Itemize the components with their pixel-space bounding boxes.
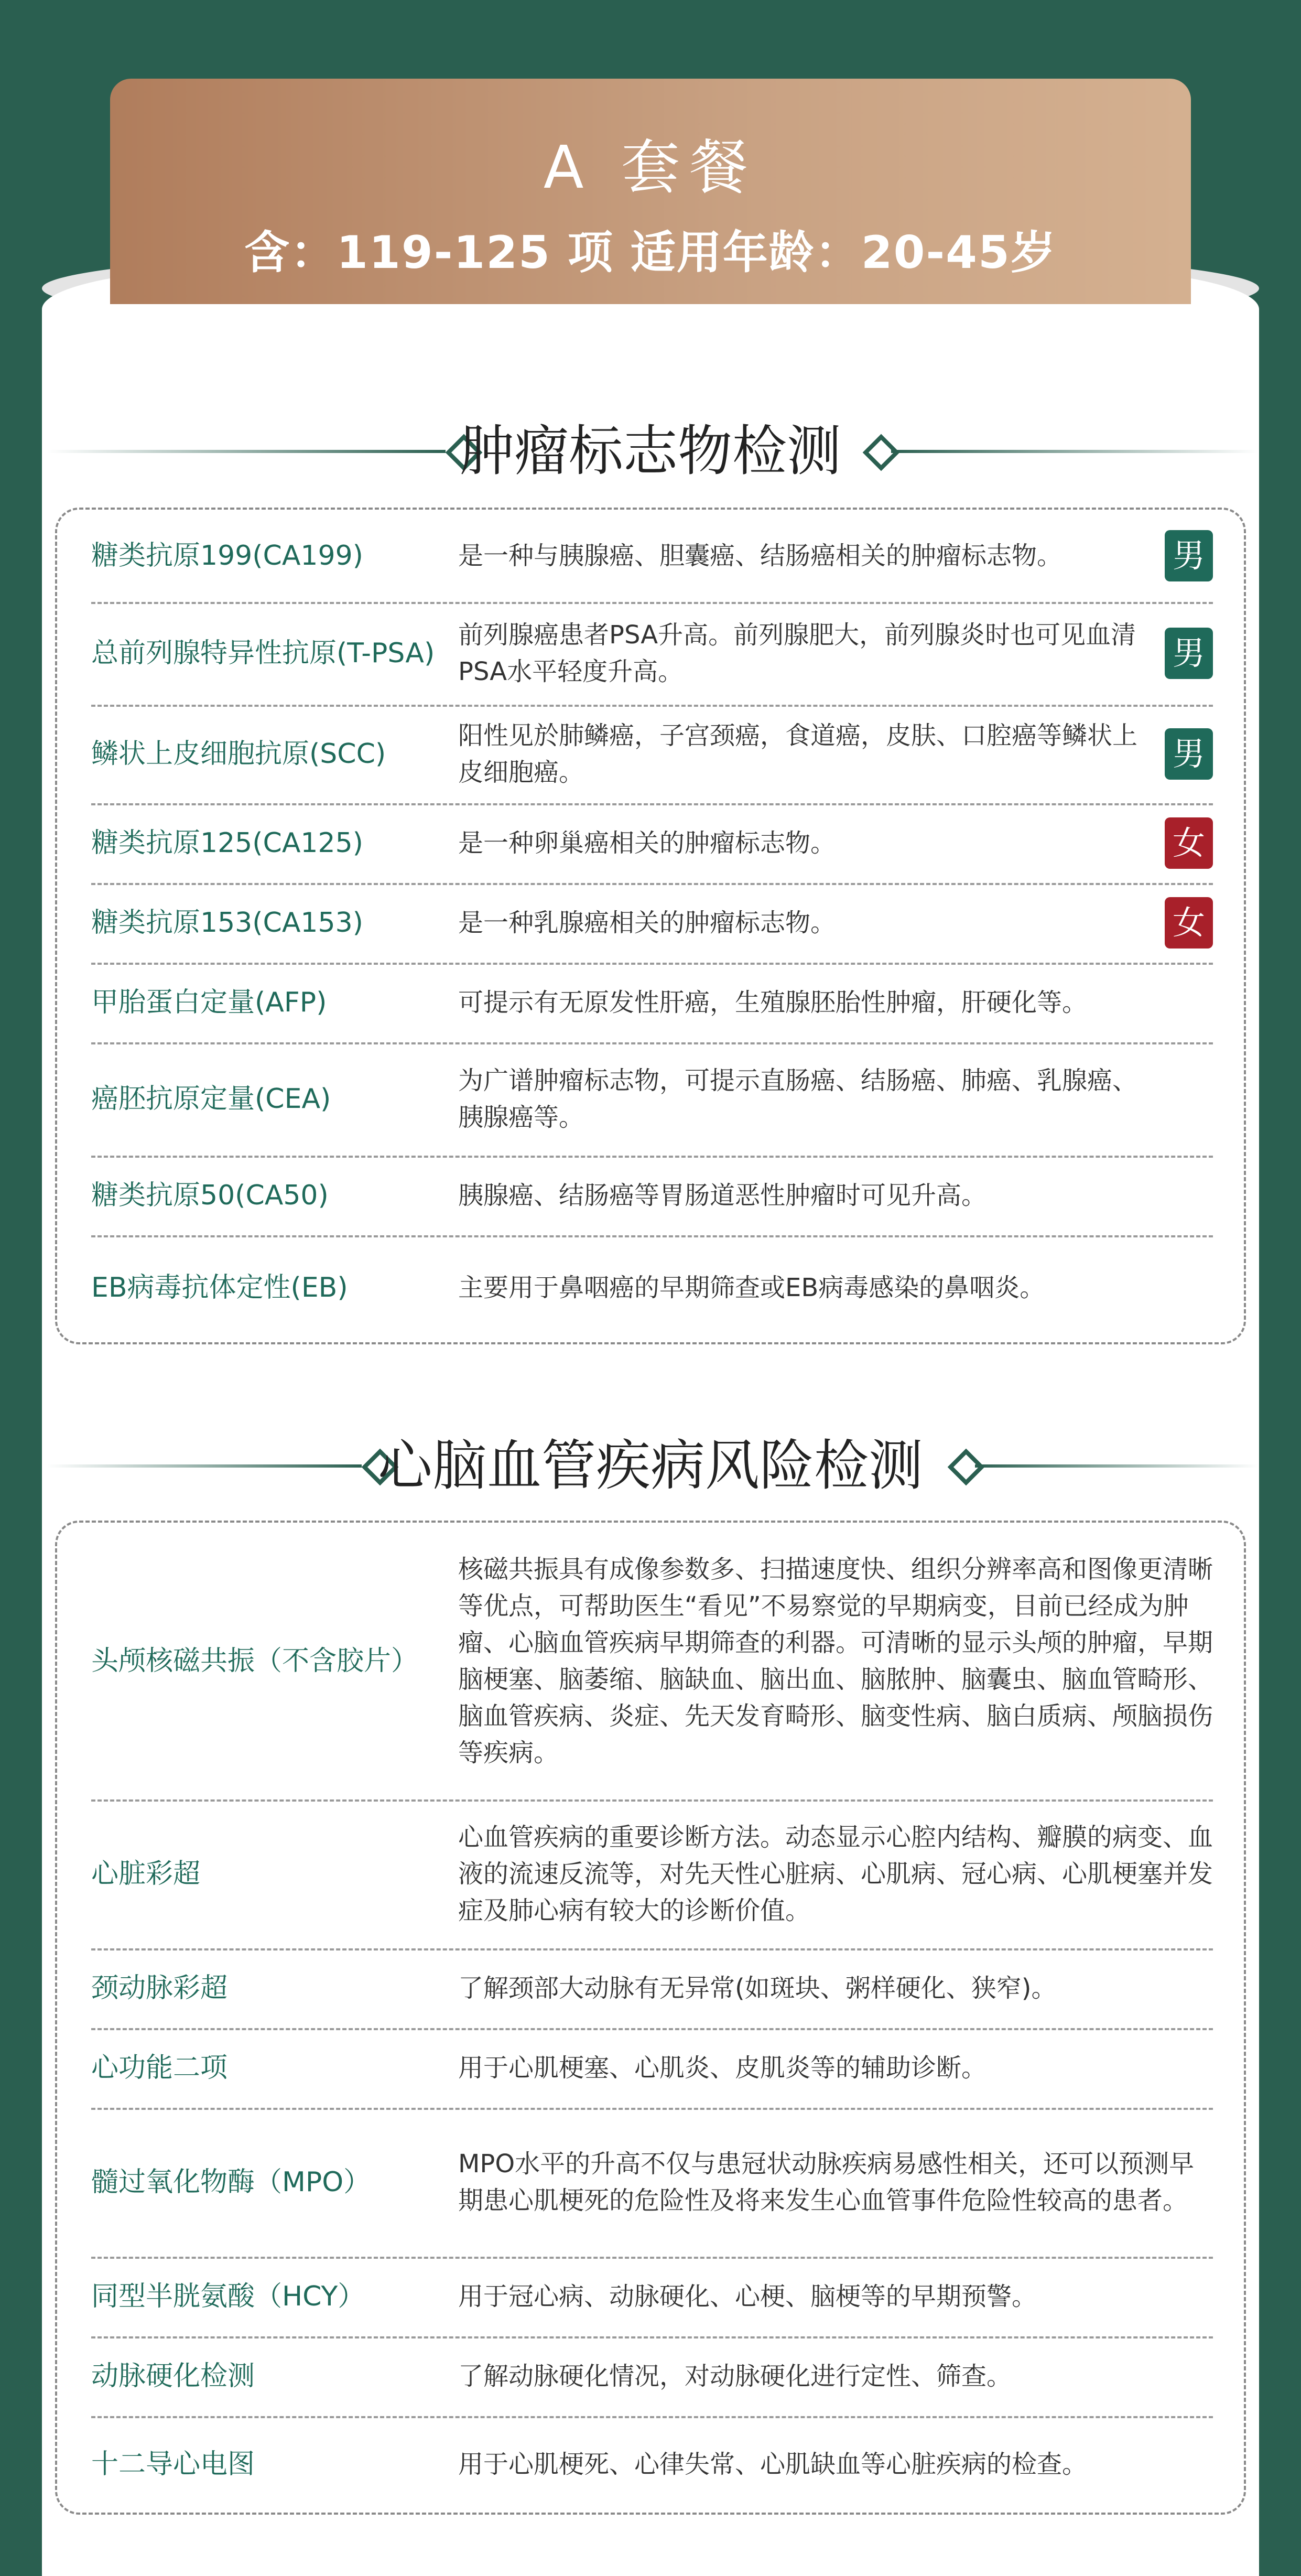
list-item xyxy=(91,1042,1213,1158)
item-description: 可提示有无原发性肝癌，生殖腺胚胎性肿瘤，肝硬化等。 xyxy=(458,988,1088,1017)
item-name: 心脏彩超 xyxy=(91,1858,201,1890)
list-item xyxy=(91,883,1213,965)
list-item xyxy=(91,2028,1213,2110)
item-description: 是一种卵巢癌相关的肿瘤标志物。 xyxy=(458,828,836,858)
list-item xyxy=(91,1523,1213,1802)
section-heading-tumor xyxy=(42,409,1259,493)
item-name: 动脉硬化检测 xyxy=(91,2361,255,2392)
item-description: 用于心肌梗死、心律失常、心肌缺血等心脏疾病的检查。 xyxy=(458,2450,1088,2479)
item-name: 心功能二项 xyxy=(91,2052,228,2084)
gender-badge: 男 xyxy=(1165,728,1213,780)
item-description: 是一种与胰腺癌、胆囊癌、结肠癌相关的肿瘤标志物。 xyxy=(458,541,1063,570)
cardio-risk-list xyxy=(55,1521,1246,2515)
item-name: 颈动脉彩超 xyxy=(91,1973,228,2004)
package-header xyxy=(110,79,1191,304)
list-item xyxy=(91,705,1213,805)
item-description: 用于心肌梗塞、心肌炎、皮肌炎等的辅助诊断。 xyxy=(458,2053,987,2083)
list-item xyxy=(91,2257,1213,2338)
item-name: 糖类抗原199(CA199) xyxy=(91,540,363,572)
item-description: 核磁共振具有成像参数多、扫描速度快、组织分辨率高和图像更清晰等优点，可帮助医生“看见”不易察觉的早期病变，目前已经成为肿瘤、心脑血管疾病早期筛查的利器。可清晰的显示头颅的肿瘤，早期脑梗塞、脑萎缩、脑缺血、脑出血、脑脓肿、脑囊虫、脑血管畸形、脑血管疾病、炎症、先天发育畸形、脑变性病、脑白质病、颅脑损伤等疾病。 xyxy=(458,1555,1213,1767)
item-name: 十二导心电图 xyxy=(91,2449,255,2480)
gender-badge: 男 xyxy=(1165,628,1213,679)
section-title: 肿瘤标志物检测 xyxy=(459,419,841,483)
list-item xyxy=(91,1799,1213,1950)
item-name: 髓过氧化物酶（MPO） xyxy=(91,2167,371,2198)
item-name: 同型半胱氨酸（HCY） xyxy=(91,2281,365,2312)
list-item xyxy=(91,602,1213,707)
item-name: 癌胚抗原定量(CEA) xyxy=(91,1083,331,1115)
gender-badge: 女 xyxy=(1165,897,1213,949)
list-item xyxy=(91,2416,1213,2513)
item-description: 了解颈部大动脉有无异常(如斑块、粥样硬化、狭窄)。 xyxy=(458,1974,1057,2003)
item-description: MPO水平的升高不仅与患冠状动脉疾病易感性相关，还可以预测早期患心肌梗死的危险性及将来发生心血管事件危险性较高的患者。 xyxy=(458,2149,1195,2215)
item-description: 是一种乳腺癌相关的肿瘤标志物。 xyxy=(458,908,836,937)
item-description: 为广谱肿瘤标志物，可提示直肠癌、结肠癌、肺癌、乳腺癌、胰腺癌等。 xyxy=(458,1066,1138,1132)
section-title: 心脑血管疾病风险检测 xyxy=(377,1433,923,1497)
section-heading-cardio xyxy=(42,1424,1259,1507)
list-item xyxy=(91,2336,1213,2418)
list-item xyxy=(91,2108,1213,2259)
item-description: 用于冠心病、动脉硬化、心梗、脑梗等的早期预警。 xyxy=(458,2282,1037,2311)
item-name: 甲胎蛋白定量(AFP) xyxy=(91,987,327,1018)
item-description: 前列腺癌患者PSA升高。前列腺肥大，前列腺炎时也可见血清PSA水平轻度升高。 xyxy=(458,620,1136,686)
item-description: 主要用于鼻咽癌的早期筛查或EB病毒感染的鼻咽炎。 xyxy=(458,1273,1045,1302)
list-item xyxy=(91,1948,1213,2030)
list-item xyxy=(91,963,1213,1044)
item-description: 心血管疾病的重要诊断方法。动态显示心腔内结构、瓣膜的病变、血液的流速反流等，对先天性心脏病、心肌病、冠心病、心肌梗塞并发症及肺心病有较大的诊断价值。 xyxy=(458,1823,1213,1925)
item-description: 了解动脉硬化情况，对动脉硬化进行定性、筛查。 xyxy=(458,2362,1012,2391)
item-name: 糖类抗原50(CA50) xyxy=(91,1180,329,1211)
gender-badge: 男 xyxy=(1165,530,1213,581)
item-name: 头颅核磁共振（不含胶片） xyxy=(91,1645,419,1677)
item-name: 总前列腺特异性抗原(T-PSA) xyxy=(91,638,435,669)
package-title: A 套餐 xyxy=(543,134,758,202)
package-subtitle: 含：119-125 项 适用年龄：20-45岁 xyxy=(244,227,1057,279)
item-description: 胰腺癌、结肠癌等胃肠道恶性肿瘤时可见升高。 xyxy=(458,1181,987,1210)
gender-badge: 女 xyxy=(1165,817,1213,869)
item-name: 糖类抗原153(CA153) xyxy=(91,907,363,939)
list-item xyxy=(91,1235,1213,1340)
item-name: 糖类抗原125(CA125) xyxy=(91,827,363,859)
tumor-marker-list xyxy=(55,508,1246,1344)
item-description: 阳性见於肺鳞癌，子宫颈癌，食道癌，皮肤、口腔癌等鳞状上皮细胞癌。 xyxy=(458,721,1138,787)
item-name: EB病毒抗体定性(EB) xyxy=(91,1272,348,1303)
list-item xyxy=(91,803,1213,885)
list-item xyxy=(91,510,1213,604)
list-item xyxy=(91,1156,1213,1237)
item-name: 鳞状上皮细胞抗原(SCC) xyxy=(91,738,386,770)
